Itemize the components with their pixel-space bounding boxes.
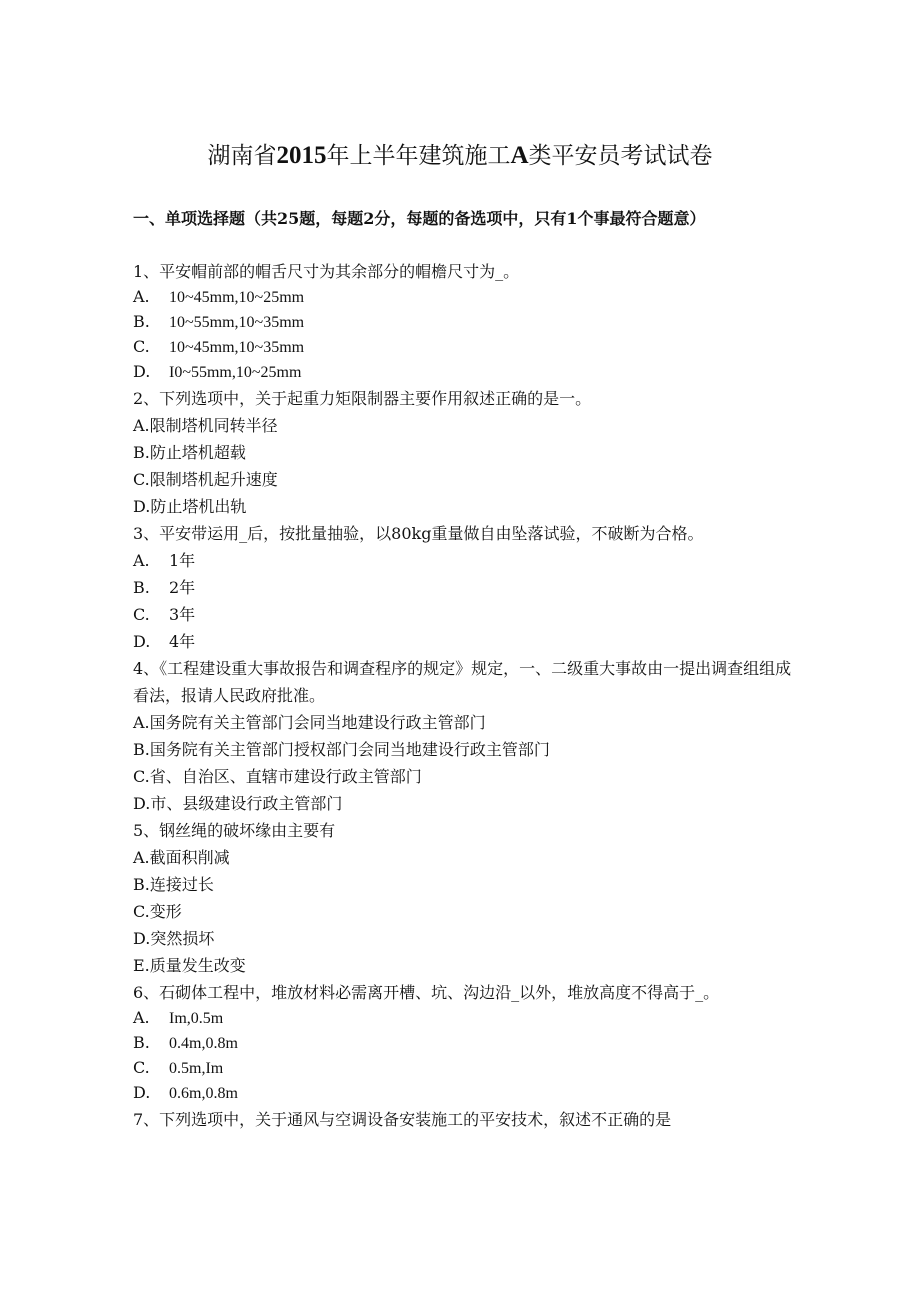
option-text: 3年 [169, 605, 196, 624]
option-text: 4年 [169, 632, 196, 651]
question-list [133, 258, 793, 1133]
question-text: 4、《工程建设重大事故报告和调查程序的规定》规定，一、二级重大事故由一提出调查组组成看法，报请人民政府批准。 [133, 659, 792, 705]
title-part: 类平安员考试试卷 [528, 143, 713, 169]
page-title [0, 140, 920, 172]
option [133, 844, 793, 871]
option-label: A. [133, 848, 150, 867]
option-text: 防止塔机出轨 [150, 497, 247, 516]
title-class: A [510, 142, 529, 169]
option [133, 709, 793, 736]
option-text: 0.4m,0.8m [169, 1035, 238, 1052]
option-text: 10~45mm,10~25mm [169, 289, 305, 306]
option-label: B. [133, 1033, 150, 1052]
option-text: 市、县级建设行政主管部门 [150, 794, 343, 813]
question-text: 2、下列选项中，关于起重力矩限制器主要作用叙述正确的是一。 [133, 389, 592, 408]
option [133, 335, 793, 360]
title-part: 年上半年建筑施工 [326, 143, 511, 169]
option-text: 0.5m,Im [169, 1060, 224, 1077]
option [133, 439, 793, 466]
option [133, 628, 793, 655]
option-label: C. [133, 1058, 150, 1077]
option-label: D. [133, 497, 151, 516]
option-label: A. [133, 287, 150, 306]
option-label: D. [133, 632, 151, 651]
option [133, 1081, 793, 1106]
title-part: 湖南省 [207, 143, 277, 169]
option [133, 574, 793, 601]
option-label: B. [133, 875, 150, 894]
option [133, 871, 793, 898]
option-label: C. [133, 767, 150, 786]
option [133, 360, 793, 385]
option-text: 省、自治区、直辖市建设行政主管部门 [149, 767, 422, 786]
option-text: 突然损坏 [150, 929, 215, 948]
option-label: D. [133, 362, 151, 381]
option-text: 1年 [169, 551, 196, 570]
option [133, 466, 793, 493]
option-label: D. [133, 794, 151, 813]
question-text: 6、石砌体工程中，堆放材料必需离开槽、坑、沟边沿_以外，堆放高度不得高于_。 [133, 983, 720, 1002]
option [133, 736, 793, 763]
option-label: B. [133, 740, 150, 759]
option-label: B. [133, 312, 150, 331]
option-label: A. [133, 416, 150, 435]
option-label: D. [133, 1083, 151, 1102]
option-text: 连接过长 [149, 875, 214, 894]
option [133, 547, 793, 574]
option [133, 898, 793, 925]
option-label: C. [133, 470, 150, 489]
option-label: C. [133, 605, 150, 624]
option-label: B. [133, 578, 150, 597]
title-year: 2015 [276, 142, 327, 169]
option-label: E. [133, 956, 150, 975]
option-label: C. [133, 337, 150, 356]
option-text: 限制塔机起升速度 [149, 470, 278, 489]
option [133, 1006, 793, 1031]
option [133, 790, 793, 817]
option-text: 限制塔机同转半径 [149, 416, 278, 435]
option [133, 310, 793, 335]
option-label: A. [133, 713, 150, 732]
question-text: 1、平安帽前部的帽舌尺寸为其余部分的帽檐尺寸为_。 [133, 262, 520, 281]
option-label: A. [133, 1008, 150, 1027]
option-text: 变形 [149, 902, 182, 921]
option-label: D. [133, 929, 151, 948]
option-text: Im,0.5m [169, 1010, 224, 1027]
option-text: 质量发生改变 [149, 956, 246, 975]
option-text: 2年 [169, 578, 196, 597]
option [133, 493, 793, 520]
option-label: A. [133, 551, 150, 570]
question-text: 3、平安带运用_后，按批量抽验，以80kg重量做自由坠落试验，不破断为合格。 [133, 524, 704, 543]
option-text: I0~55mm,10~25mm [169, 364, 302, 381]
option [133, 763, 793, 790]
question-text: 7、下列选项中，关于通风与空调设备安装施工的平安技术，叙述不正确的是 [133, 1110, 672, 1129]
option-text: 截面积削减 [149, 848, 230, 867]
option [133, 285, 793, 310]
option-text: 10~55mm,10~35mm [169, 314, 305, 331]
section-header: 一、单项选择题（共25题，每题2分，每题的备选项中，只有1个事最符合题意） [133, 209, 706, 228]
option-label: B. [133, 443, 150, 462]
option [133, 1056, 793, 1081]
option-text: 10~45mm,10~35mm [169, 339, 305, 356]
option [133, 601, 793, 628]
option [133, 1031, 793, 1056]
option-text: 国务院有关主管部门授权部门会同当地建设行政主管部门 [149, 740, 550, 759]
option-label: C. [133, 902, 150, 921]
option [133, 925, 793, 952]
option-text: 0.6m,0.8m [169, 1085, 238, 1102]
option [133, 412, 793, 439]
option-text: 国务院有关主管部门会同当地建设行政主管部门 [149, 713, 486, 732]
option-text: 防止塔机超载 [149, 443, 246, 462]
option [133, 952, 793, 979]
question-text: 5、钢丝绳的破坏缘由主要有 [133, 821, 336, 840]
